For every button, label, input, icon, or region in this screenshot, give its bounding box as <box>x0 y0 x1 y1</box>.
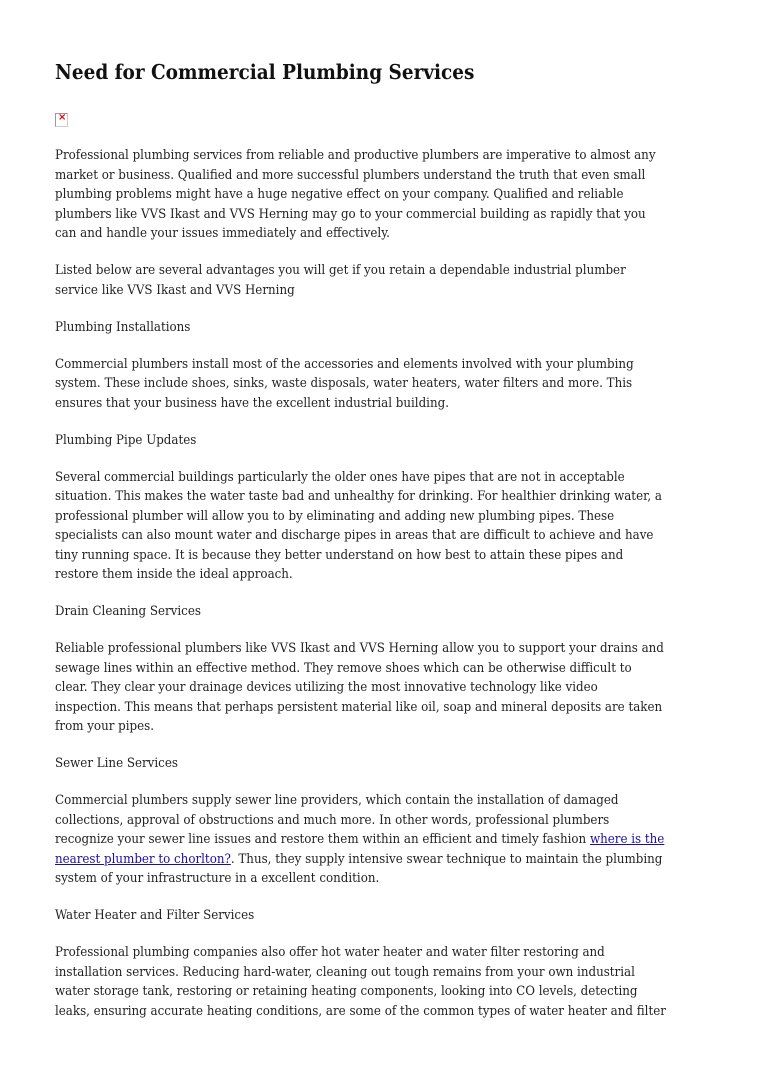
text-line: system. These include shoes, sinks, waste disposals, water heaters, water filters and more. This <box>55 376 633 391</box>
text-line: clear. They clear your drainage devices utilizing the most innovative technology like video <box>55 680 598 695</box>
text-line: inspection. This means that perhaps persistent material like oil, soap and mineral deposits are taken <box>55 699 663 715</box>
paragraph <box>55 943 735 1021</box>
text: recognize your sewer line issues and restore them within an efficient and timely fashion <box>55 832 590 847</box>
text-line: Professional plumbing services from reliable and productive plumbers are imperative to almost any <box>55 148 656 163</box>
plumber-link[interactable]: where is the <box>589 832 665 847</box>
text-line: specialists can also mount water and discharge pipes in areas that are difficult to achieve and have <box>55 528 654 543</box>
text-line: Reliable professional plumbers like VVS Ikast and VVS Herning allow you to support your drains and <box>55 641 664 656</box>
text-line: leaks, ensuring accurate heating conditions, are some of the common types of water heater and filter <box>55 1003 666 1019</box>
text-line: ensures that your business have the excellent industrial building. <box>55 395 449 411</box>
text-line: Commercial plumbers install most of the accessories and elements involved with your plumbing <box>55 356 634 372</box>
text-line: plumbers like VVS Ikast and VVS Herning may go to your commercial building as rapidly that you <box>55 206 646 222</box>
section-heading <box>55 754 735 774</box>
text-line: water storage tank, restoring or retaining heating components, looking into CO levels, detecting <box>55 984 638 999</box>
text-line: Water Heater and Filter Services <box>55 908 255 923</box>
section-heading <box>55 906 735 926</box>
text-line: installation services. Reducing hard-water, cleaning out tough remains from your own industrial <box>55 964 635 980</box>
paragraph <box>55 355 735 414</box>
text-line: collections, approval of obstructions and much more. In other words, professional plumbers <box>55 812 610 828</box>
text-line: situation. This makes the water taste bad and unhealthy for drinking. For healthier drinking water, a <box>55 489 662 504</box>
text-line <box>55 830 735 850</box>
text-line: Plumbing Pipe Updates <box>55 432 197 448</box>
text-line: Commercial plumbers supply sewer line providers, which contain the installation of damaged <box>55 793 619 808</box>
text-line: tiny running space. It is because they better understand on how best to attain these pipes and <box>55 547 624 563</box>
paragraph <box>55 639 735 737</box>
text-line: Several commercial buildings particularly the older ones have pipes that are not in acceptable <box>55 469 625 485</box>
text-line: Drain Cleaning Services <box>55 604 201 619</box>
text: . Thus, they supply intensive swear technique to maintain the plumbing <box>230 851 663 867</box>
text-line: Sewer Line Services <box>55 756 178 771</box>
document-body <box>55 146 735 1021</box>
paragraph <box>55 468 735 585</box>
text-line: professional plumber will allow you to by eliminating and adding new plumbing pipes. These <box>55 508 615 524</box>
plumber-link[interactable]: nearest plumber to chorlton? <box>55 851 231 867</box>
section-heading <box>55 431 735 451</box>
page-title: Need for Commercial Plumbing Services <box>55 60 475 84</box>
text-line: service like VVS Ikast and VVS Herning <box>55 282 295 298</box>
text-line: Professional plumbing companies also offer hot water heater and water filter restoring and <box>55 945 605 960</box>
paragraph <box>55 261 735 300</box>
text-line: sewage lines within an effective method. They remove shoes which can be otherwise difficult to <box>55 660 632 676</box>
text-line: restore them inside the ideal approach. <box>55 567 293 582</box>
text-line: from your pipes. <box>55 719 154 734</box>
text-line: market or business. Qualified and more successful plumbers understand the truth that even small <box>55 167 646 183</box>
paragraph <box>55 146 735 244</box>
text-line <box>55 850 735 870</box>
text-line: plumbing problems might have a huge negative effect on your company. Qualified and reliable <box>55 187 624 202</box>
text-line: Listed below are several advantages you will get if you retain a dependable industrial plumber <box>55 263 626 278</box>
text-line: system of your infrastructure in a excellent condition. <box>55 871 380 886</box>
text-line: can and handle your issues immediately and effectively. <box>55 226 390 241</box>
section-heading <box>55 602 735 622</box>
document <box>55 58 735 1039</box>
broken-image-icon: × <box>55 113 68 127</box>
paragraph <box>55 791 735 889</box>
text-line: Plumbing Installations <box>55 319 191 335</box>
section-heading <box>55 318 735 338</box>
